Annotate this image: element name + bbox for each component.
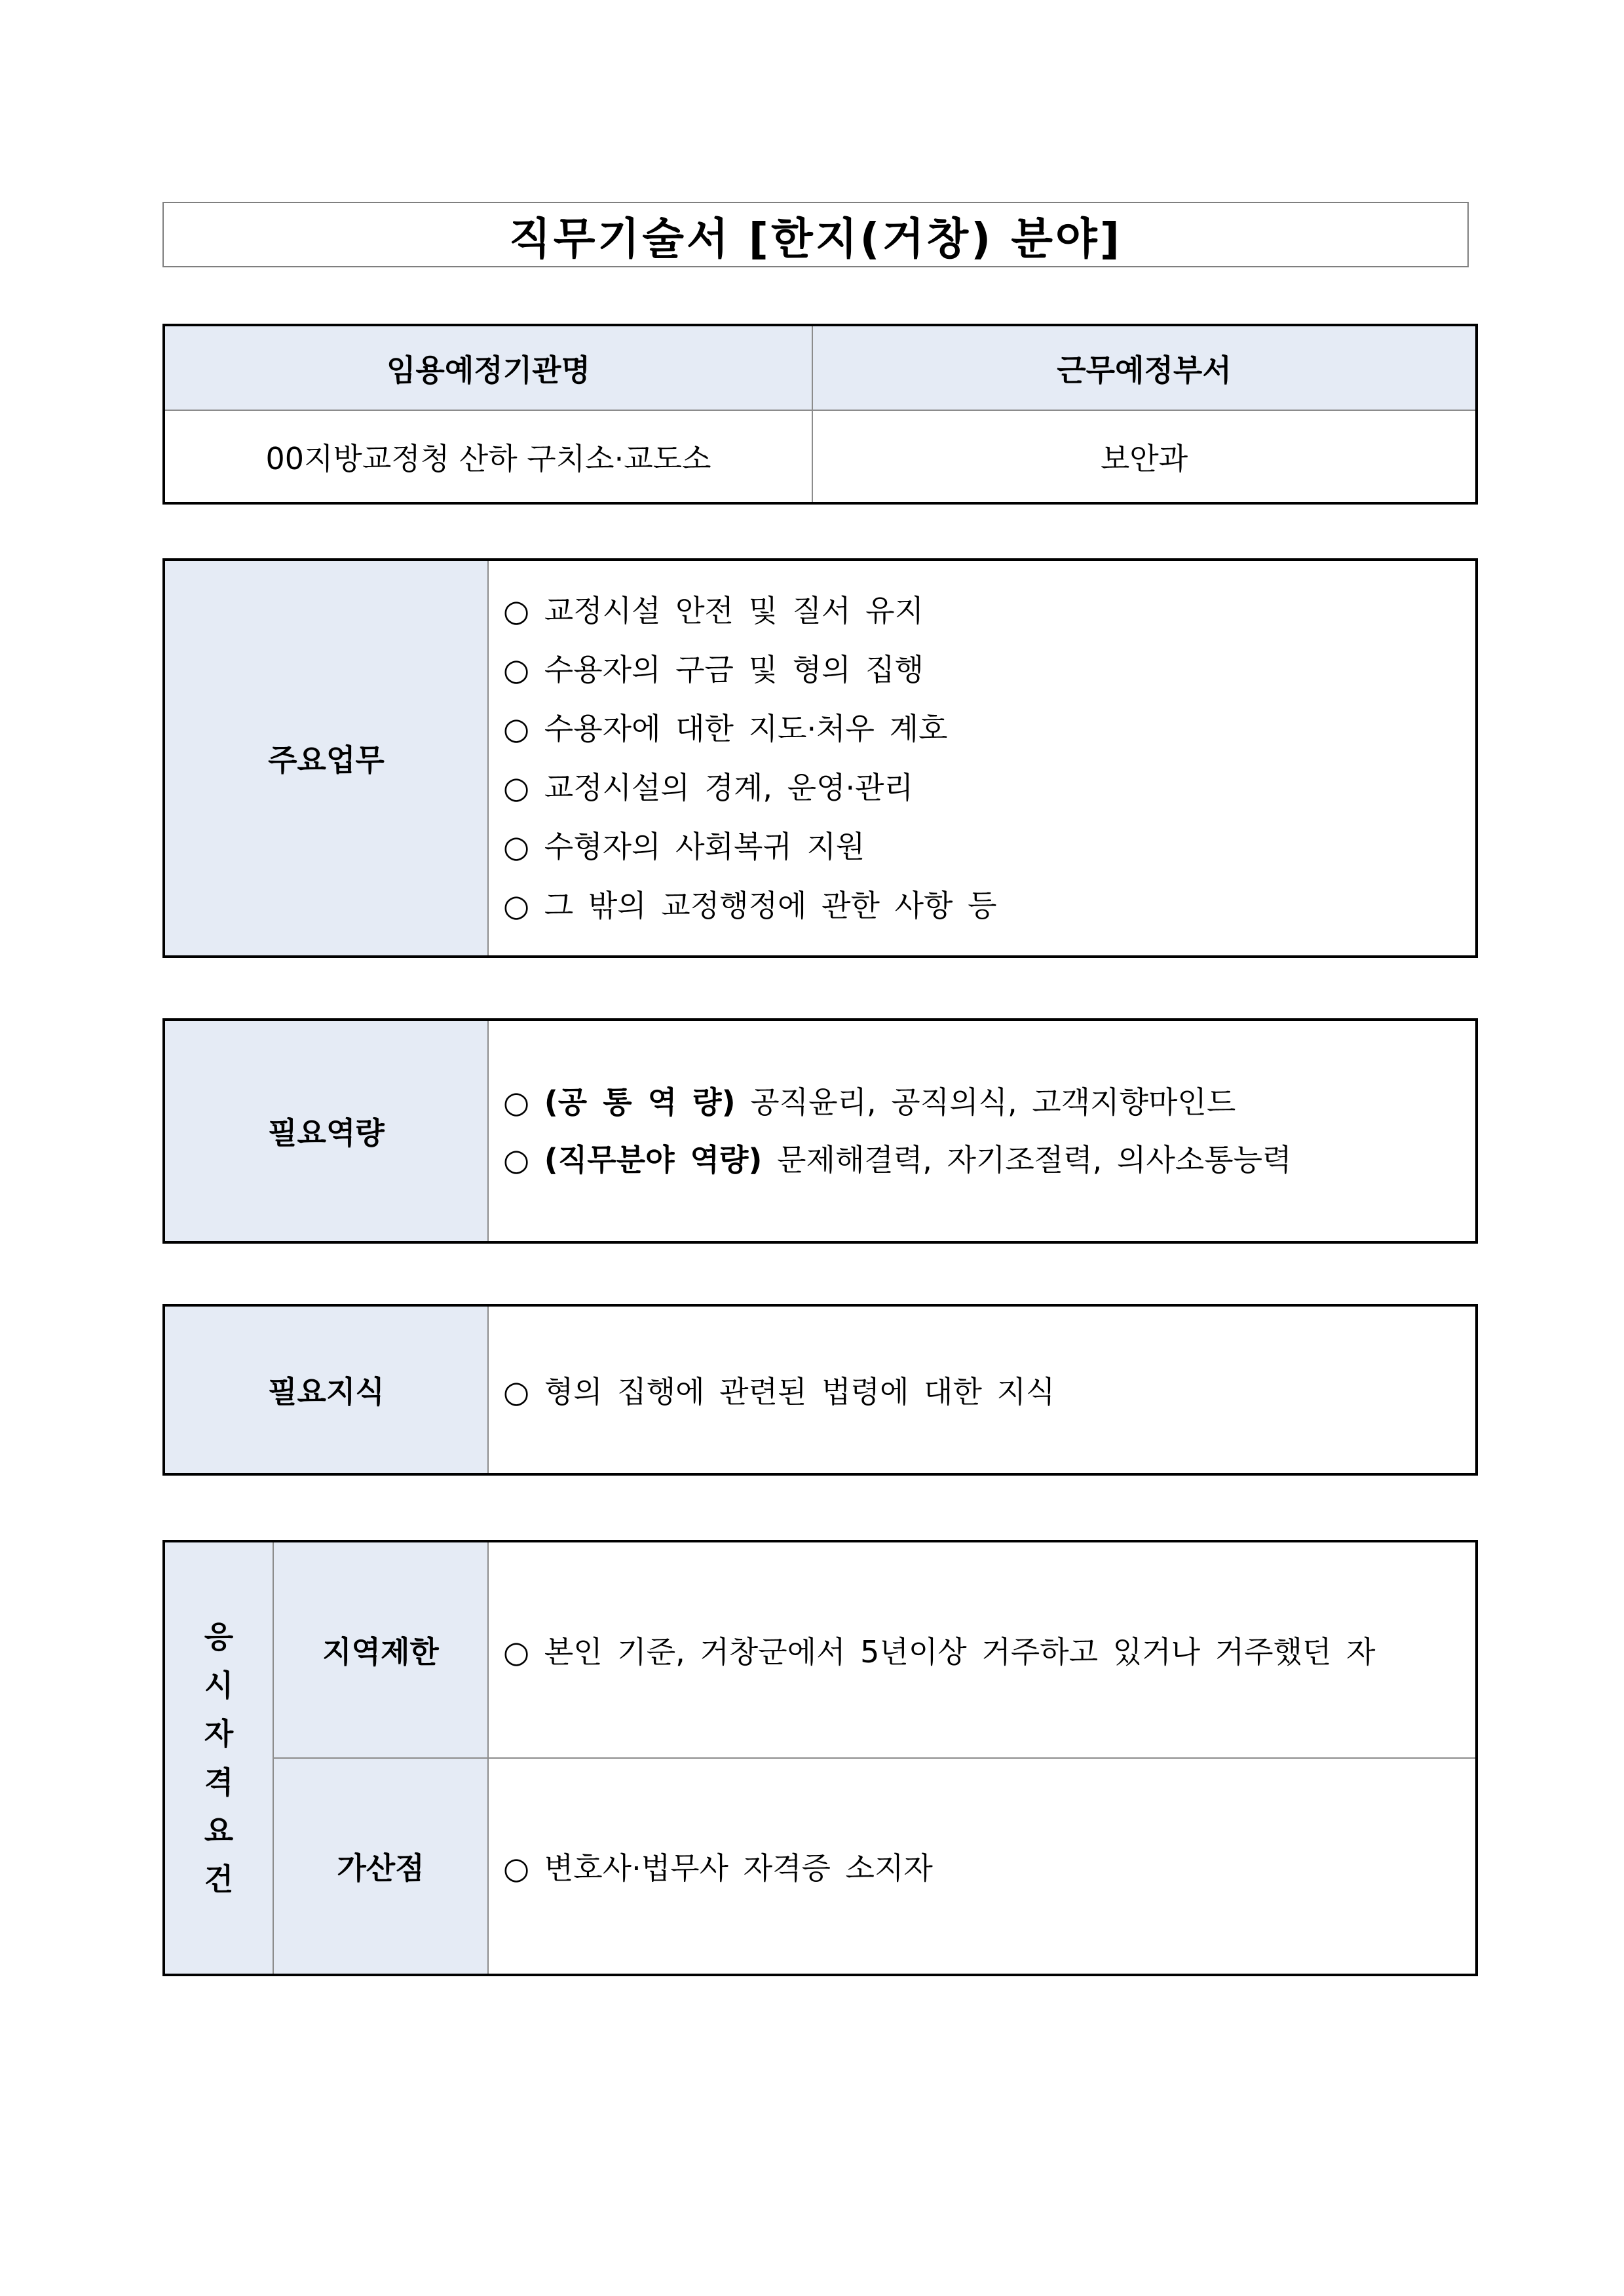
knowledge-content <box>488 1305 1477 1474</box>
list-item: ○ 본인 기준, 거창군에서 5년이상 거주하고 있거나 거주했던 자 <box>503 1634 1376 1670</box>
list-item: ○ 변호사·법무사 자격증 소지자 <box>503 1850 933 1886</box>
qualification-label-char: 격 <box>204 1765 234 1800</box>
qualification-label-char: 요 <box>204 1813 234 1848</box>
bonus-points-label: 가산점 <box>273 1758 488 1975</box>
qualification-table <box>162 1540 1478 1976</box>
document-title: 직무기술서 [한지(거창) 분야] <box>509 213 1122 264</box>
competency-key: (직무분야 역량) <box>544 1142 763 1177</box>
duties-label: 주요업무 <box>164 560 488 957</box>
list-item: ○ 수용자의 구금 및 형의 집행 <box>503 652 924 687</box>
competency-label: 필요역량 <box>164 1020 488 1242</box>
competency-text: 공직윤리, 공직의식, 고객지향마인드 <box>750 1084 1236 1120</box>
bonus-points-content <box>488 1758 1477 1975</box>
bullet-circle: ○ <box>503 1084 530 1120</box>
region-restriction-label: 지역제한 <box>273 1541 488 1758</box>
list-item: ○ 교정시설의 경계, 운영·관리 <box>503 770 914 805</box>
list-item <box>503 1131 1475 1189</box>
region-restriction-content <box>488 1541 1477 1758</box>
header-agency: 임용예정기관명 <box>164 325 812 410</box>
knowledge-table <box>162 1304 1478 1476</box>
competency-content <box>488 1020 1477 1242</box>
qualification-label-char: 자 <box>204 1716 234 1751</box>
competency-text: 문제해결력, 자기조절력, 의사소통능력 <box>777 1142 1292 1177</box>
qualification-label-char: 건 <box>204 1862 234 1897</box>
bullet-circle: ○ <box>503 1142 530 1177</box>
competency-key: (공 통 역 량) <box>544 1084 736 1120</box>
list-item <box>503 1073 1475 1131</box>
list-item: ○ 형의 집행에 관련된 법령에 대한 지식 <box>503 1374 1055 1409</box>
value-department: 보안과 <box>812 410 1477 503</box>
qualification-label <box>164 1541 273 1975</box>
list-item: ○ 수형자의 사회복귀 지원 <box>503 829 865 864</box>
duties-content <box>488 560 1477 957</box>
competency-table <box>162 1018 1478 1244</box>
header-department: 근무예정부서 <box>812 325 1477 410</box>
qualification-label-char: 시 <box>204 1668 234 1703</box>
knowledge-label: 필요지식 <box>164 1305 488 1474</box>
qualification-label-char: 응 <box>204 1619 234 1655</box>
info-table <box>162 324 1478 505</box>
list-item: ○ 그 밖의 교정행정에 관한 사항 등 <box>503 888 997 923</box>
list-item: ○ 수용자에 대한 지도·처우 계호 <box>503 711 948 746</box>
value-agency: 00지방교정청 산하 구치소·교도소 <box>164 410 812 503</box>
document-title-box <box>162 202 1469 267</box>
duties-table <box>162 558 1478 958</box>
list-item: ○ 교정시설 안전 및 질서 유지 <box>503 593 924 628</box>
